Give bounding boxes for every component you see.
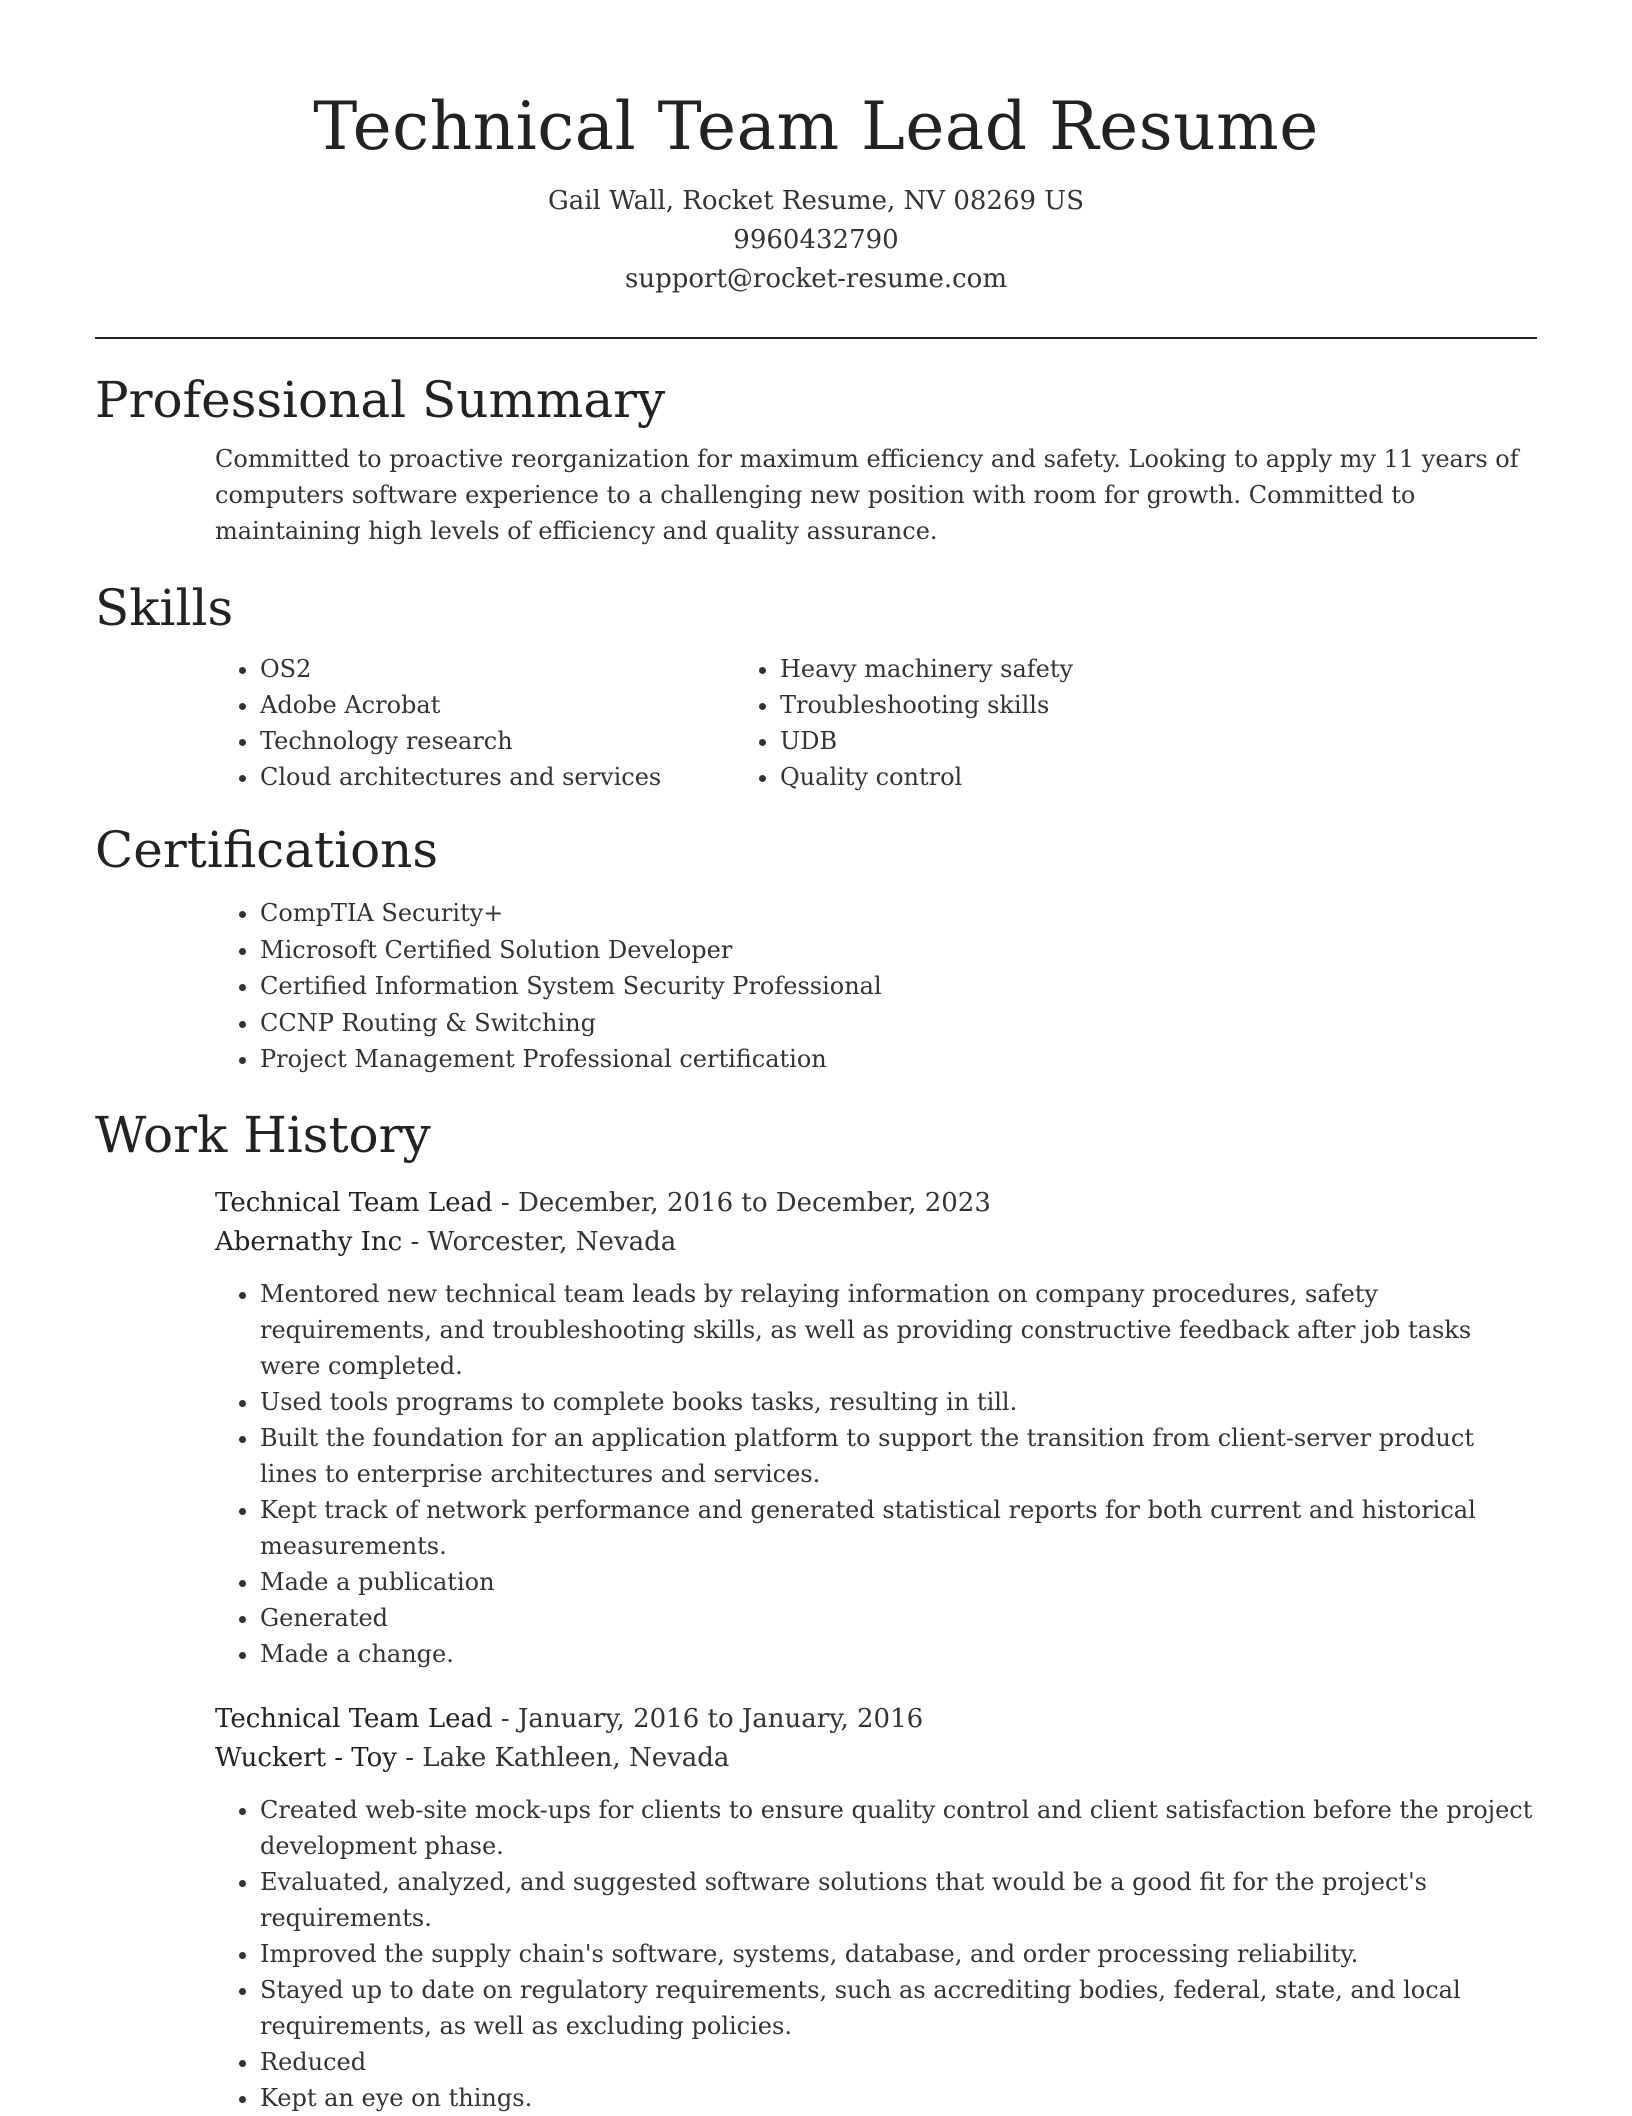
section-heading-certifications: Certifications [95, 821, 439, 879]
job-duty-item: • Evaluated, analyzed, and suggested software solutions that would be a good fit for the project's requirements. [260, 1864, 1537, 1936]
job-duty-item: • Created web-site mock-ups for clients to ensure quality control and client satisfaction before the project development phase. [260, 1792, 1537, 1864]
section-heading-summary: Professional Summary [95, 371, 666, 429]
job-entry [215, 1184, 1537, 1672]
resume-page [95, 0, 1537, 2116]
certifications-list [95, 895, 1537, 1078]
skill-item: • Quality control [780, 759, 1480, 795]
job-company-line [215, 1739, 1537, 1778]
job-duties-list [215, 1276, 1537, 1672]
job-title-line [215, 1184, 1537, 1223]
job-duty-item: • Kept track of network performance and generated statistical reports for both current and historical measurements. [260, 1492, 1537, 1564]
skills-section [95, 575, 1537, 795]
skills-column-right [730, 651, 1480, 795]
skill-item: • Adobe Acrobat [260, 687, 910, 723]
skill-item: • UDB [780, 723, 1480, 759]
contact-email: support@rocket-resume.com [624, 264, 1007, 294]
resume-title: Technical Team Lead Resume [313, 88, 1319, 165]
job-duty-item: • Made a publication [260, 1564, 1537, 1600]
certification-item: • Microsoft Certified Solution Developer [260, 932, 1537, 969]
skill-item: • Troubleshooting skills [780, 687, 1480, 723]
contact-block [95, 182, 1537, 299]
job-duty-item: • Reduced [260, 2044, 1537, 2080]
job-title: Technical Team Lead [215, 1187, 493, 1218]
job-duties-list [215, 1792, 1537, 2116]
job-duty-item: • Used tools programs to complete books tasks, resulting in till. [260, 1384, 1537, 1420]
work-history-section [95, 1102, 1537, 2116]
skill-item: • OS2 [260, 651, 910, 687]
job-duty-item: • Mentored new technical team leads by relaying information on company procedures, safety requirements, and troubleshooting skills, as well as providing constructive feedback after job tasks were completed. [260, 1276, 1537, 1384]
job-company: Abernathy Inc [215, 1226, 403, 1257]
job-company: Wuckert - Toy [215, 1742, 397, 1773]
job-duty-item: • Generated [260, 1600, 1537, 1636]
job-dates: - December, 2016 to December, 2023 [492, 1187, 991, 1218]
section-heading-skills: Skills [95, 579, 234, 637]
job-dates: - January, 2016 to January, 2016 [492, 1703, 924, 1734]
professional-summary-section [95, 367, 1537, 549]
skill-item: • Cloud architectures and services [260, 759, 910, 795]
certification-item: • CompTIA Security+ [260, 895, 1537, 932]
certifications-section [95, 817, 1537, 1078]
job-duty-item: • Stayed up to date on regulatory requirements, such as accrediting bodies, federal, state, and local requirements, as well as excluding policies. [260, 1972, 1537, 2044]
contact-address: Gail Wall, Rocket Resume, NV 08269 US [547, 186, 1085, 216]
skills-grid [95, 651, 1537, 795]
summary-text: Committed to proactive reorganization for maximum efficiency and safety. Looking to apply my 11 years of computers software experience to a challenging new position with room for growth. Committed to maintaining high levels of efficiency and quality assurance. [215, 445, 1519, 545]
job-duty-item: • Kept an eye on things. [260, 2080, 1537, 2116]
job-duty-item: • Improved the supply chain's software, systems, database, and order processing reliability. [260, 1936, 1537, 1972]
certification-item: • CCNP Routing & Switching [260, 1005, 1537, 1042]
skill-item: • Technology research [260, 723, 910, 759]
certification-item: • Project Management Professional certification [260, 1041, 1537, 1078]
section-heading-work-history: Work History [95, 1105, 431, 1164]
job-entry [215, 1700, 1537, 2116]
job-duty-item: • Built the foundation for an application platform to support the transition from client-server product lines to enterprise architectures and services. [260, 1420, 1537, 1492]
skill-item: • Heavy machinery safety [780, 651, 1480, 687]
job-location: - Lake Kathleen, Nevada [396, 1742, 730, 1773]
job-location: - Worcester, Nevada [402, 1226, 677, 1257]
header-divider [95, 337, 1537, 339]
job-company-line [215, 1223, 1537, 1262]
certification-item: • Certified Information System Security Professional [260, 968, 1537, 1005]
job-title: Technical Team Lead [215, 1703, 493, 1734]
job-title-line [215, 1700, 1537, 1739]
contact-phone: 9960432790 [733, 225, 899, 255]
job-duty-item: • Made a change. [260, 1636, 1537, 1672]
